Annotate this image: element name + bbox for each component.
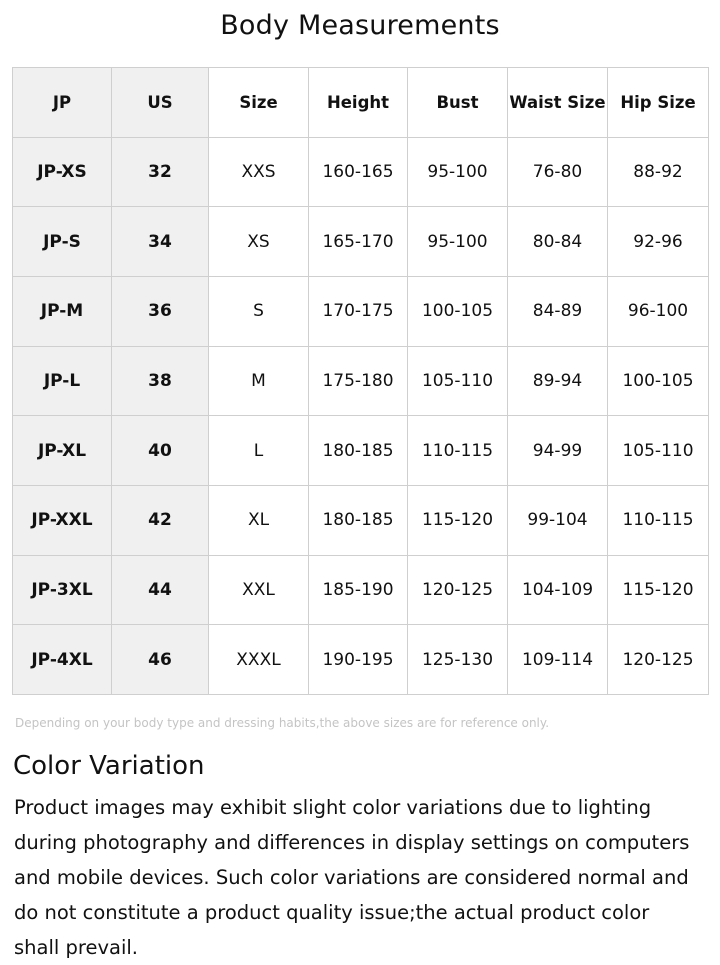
cell-height: 185-190	[309, 555, 408, 625]
header-jp: JP	[13, 68, 112, 138]
cell-jp: JP-4XL	[13, 625, 112, 695]
cell-height: 165-170	[309, 207, 408, 277]
table-row	[13, 555, 709, 625]
cell-height: 180-185	[309, 416, 408, 486]
cell-us: 36	[112, 276, 209, 346]
table-row	[13, 207, 709, 277]
cell-size: XS	[209, 207, 309, 277]
color-variation-text	[14, 790, 714, 965]
table-row	[13, 276, 709, 346]
cell-us: 46	[112, 625, 209, 695]
cell-waist: 80-84	[508, 207, 608, 277]
color-variation-heading: Color Variation	[13, 751, 205, 781]
table-row	[13, 137, 709, 207]
table-header-row	[13, 68, 709, 138]
cell-jp: JP-L	[13, 346, 112, 416]
reference-note: Depending on your body type and dressing habits,the above sizes are for reference only.	[15, 716, 550, 730]
header-size: Size	[209, 68, 309, 138]
cell-us: 40	[112, 416, 209, 486]
paragraph-line: do not constitute a product quality issue;the actual product color	[14, 901, 650, 924]
cell-bust: 95-100	[408, 207, 508, 277]
cell-waist: 104-109	[508, 555, 608, 625]
paragraph-line: and mobile devices. Such color variations are considered normal and	[14, 866, 689, 889]
cell-bust: 100-105	[408, 276, 508, 346]
cell-height: 175-180	[309, 346, 408, 416]
cell-jp: JP-XXL	[13, 485, 112, 555]
table-row	[13, 346, 709, 416]
cell-jp: JP-XL	[13, 416, 112, 486]
header-bust: Bust	[408, 68, 508, 138]
cell-us: 34	[112, 207, 209, 277]
cell-waist: 94-99	[508, 416, 608, 486]
cell-hip: 88-92	[608, 137, 709, 207]
cell-bust: 95-100	[408, 137, 508, 207]
cell-bust: 105-110	[408, 346, 508, 416]
paragraph-line: shall prevail.	[14, 936, 138, 959]
header-us: US	[112, 68, 209, 138]
cell-jp: JP-S	[13, 207, 112, 277]
cell-hip: 120-125	[608, 625, 709, 695]
header-height: Height	[309, 68, 408, 138]
cell-waist: 89-94	[508, 346, 608, 416]
cell-size: S	[209, 276, 309, 346]
cell-size: XXL	[209, 555, 309, 625]
cell-us: 38	[112, 346, 209, 416]
cell-hip: 96-100	[608, 276, 709, 346]
cell-bust: 115-120	[408, 485, 508, 555]
cell-height: 190-195	[309, 625, 408, 695]
cell-jp: JP-M	[13, 276, 112, 346]
cell-jp: JP-XS	[13, 137, 112, 207]
cell-height: 160-165	[309, 137, 408, 207]
cell-jp: JP-3XL	[13, 555, 112, 625]
table-row	[13, 416, 709, 486]
cell-hip: 110-115	[608, 485, 709, 555]
cell-bust: 110-115	[408, 416, 508, 486]
cell-us: 32	[112, 137, 209, 207]
cell-size: M	[209, 346, 309, 416]
cell-waist: 84-89	[508, 276, 608, 346]
header-hip-size: Hip Size	[608, 68, 709, 138]
cell-height: 170-175	[309, 276, 408, 346]
cell-us: 42	[112, 485, 209, 555]
table-row	[13, 485, 709, 555]
cell-size: XXS	[209, 137, 309, 207]
page-title: Body Measurements	[220, 10, 500, 41]
cell-us: 44	[112, 555, 209, 625]
cell-size: XL	[209, 485, 309, 555]
cell-hip: 115-120	[608, 555, 709, 625]
cell-waist: 109-114	[508, 625, 608, 695]
cell-bust: 120-125	[408, 555, 508, 625]
paragraph-line: Product images may exhibit slight color variations due to lighting	[14, 796, 652, 819]
cell-height: 180-185	[309, 485, 408, 555]
cell-hip: 105-110	[608, 416, 709, 486]
size-table	[12, 67, 709, 695]
paragraph-line: during photography and differences in display settings on computers	[14, 831, 690, 854]
cell-hip: 100-105	[608, 346, 709, 416]
cell-bust: 125-130	[408, 625, 508, 695]
cell-size: XXXL	[209, 625, 309, 695]
cell-waist: 99-104	[508, 485, 608, 555]
cell-waist: 76-80	[508, 137, 608, 207]
cell-hip: 92-96	[608, 207, 709, 277]
table-row	[13, 625, 709, 695]
header-waist-size: Waist Size	[508, 68, 608, 138]
cell-size: L	[209, 416, 309, 486]
